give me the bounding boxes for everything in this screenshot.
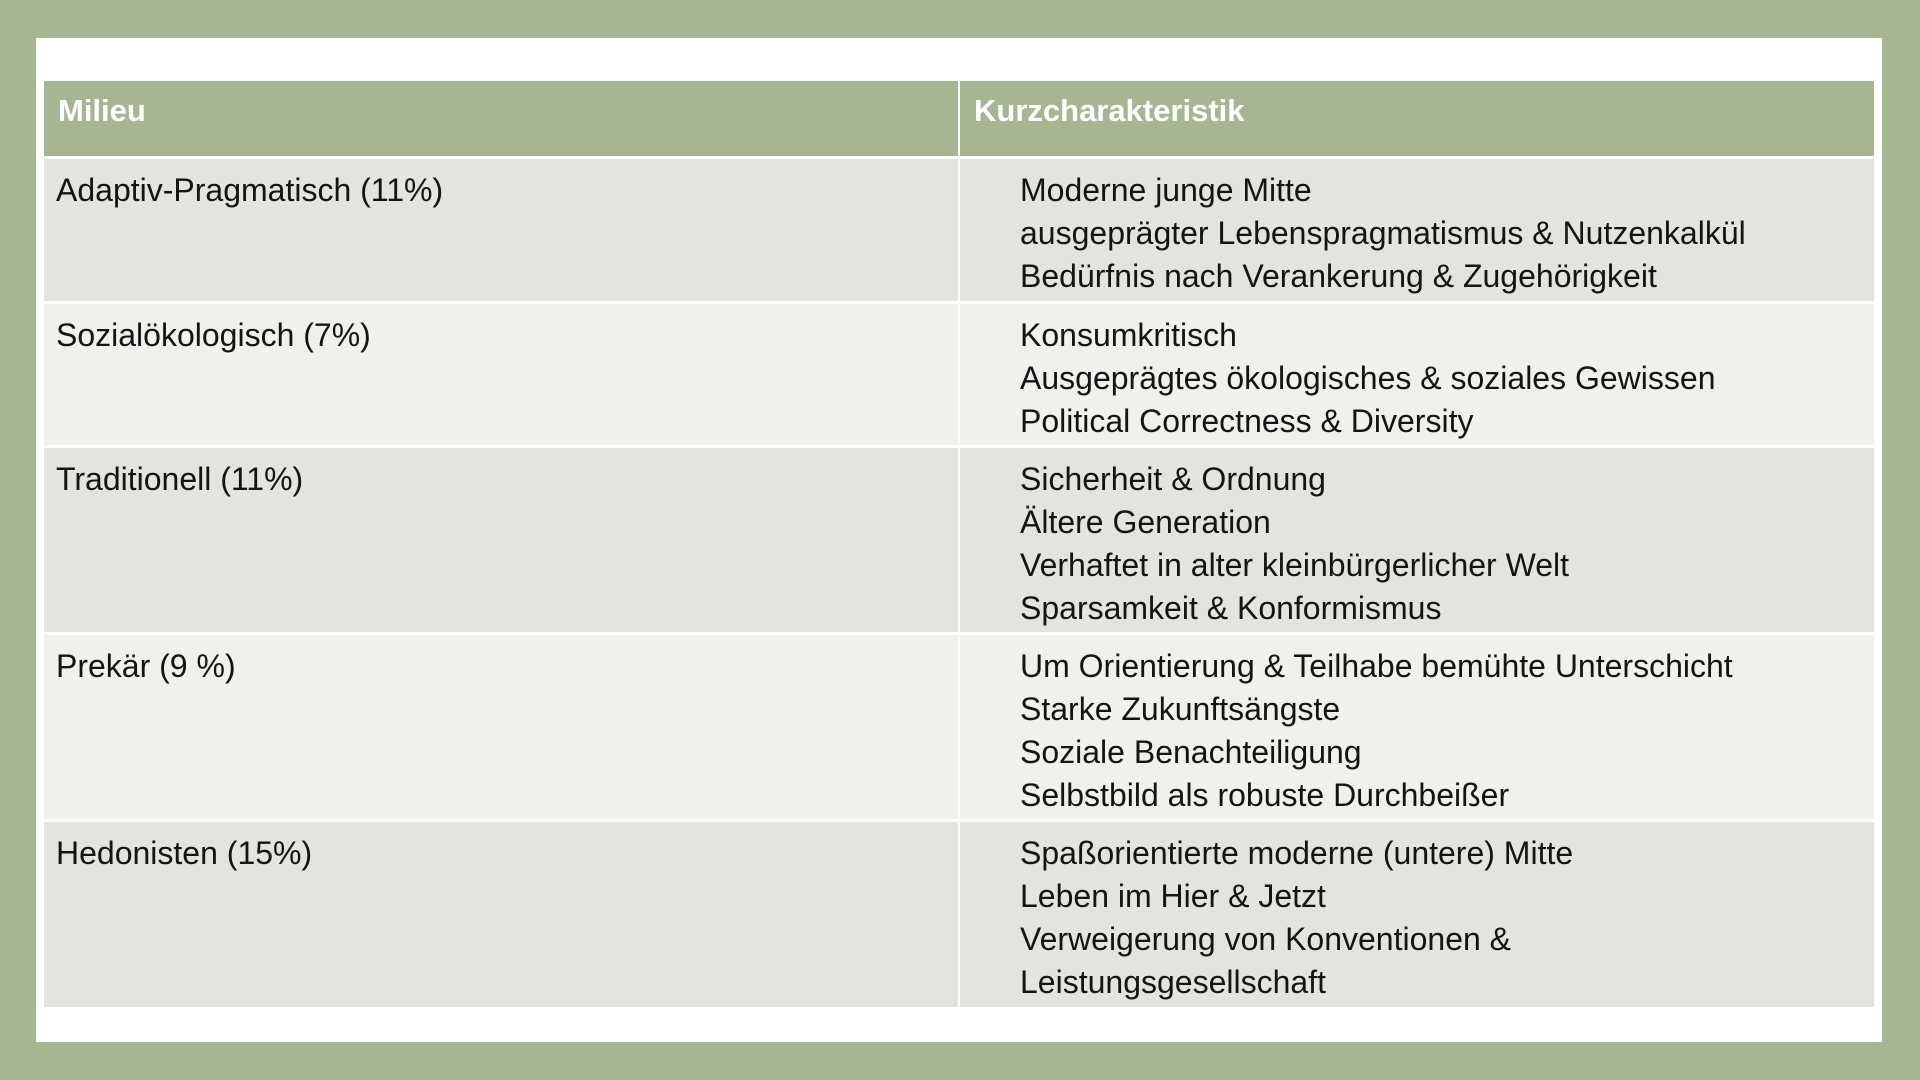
characteristic-line: Bedürfnis nach Verankerung & Zugehörigkeit <box>1020 258 1657 294</box>
characteristic-line: Sicherheit & Ordnung <box>1020 461 1326 497</box>
milieu-name: Traditionell (11%) <box>56 461 304 497</box>
characteristic-line: Verhaftet in alter kleinbürgerlicher Welt <box>1020 547 1570 583</box>
milieu-cell <box>44 304 958 445</box>
characteristic-line: Selbstbild als robuste Durchbeißer <box>1020 777 1510 813</box>
characteristic-line: Sparsamkeit & Konformismus <box>1020 590 1442 626</box>
header-milieu: Milieu <box>44 81 958 156</box>
characteristic-line: Verweigerung von Konventionen & <box>1020 921 1512 957</box>
characteristic-line: Political Correctness & Diversity <box>1020 403 1474 439</box>
milieu-name: Prekär (9 %) <box>56 648 236 684</box>
characteristic-line: Soziale Benachteiligung <box>1020 734 1362 770</box>
milieu-name: Hedonisten (15%) <box>56 835 313 871</box>
characteristic-line: Ausgeprägtes ökologisches & soziales Gewissen <box>1020 360 1716 396</box>
characteristic-line: Konsumkritisch <box>1020 317 1237 353</box>
characteristic-line: Leistungsgesellschaft <box>1020 964 1326 1000</box>
milieu-cell <box>44 635 958 819</box>
characteristics-cell <box>960 304 1874 445</box>
characteristic-line: ausgeprägter Lebenspragmatismus & Nutzenkalkül <box>1020 215 1746 251</box>
characteristic-line: Um Orientierung & Teilhabe bemühte Unterschicht <box>1020 648 1733 684</box>
characteristics-cell <box>960 448 1874 632</box>
characteristic-line: Leben im Hier & Jetzt <box>1020 878 1326 914</box>
milieu-cell <box>44 159 958 301</box>
characteristics-cell <box>960 635 1874 819</box>
slide <box>36 38 1882 1042</box>
milieu-cell <box>44 448 958 632</box>
milieu-name: Adaptiv-Pragmatisch (11%) <box>56 172 444 208</box>
milieu-table <box>44 81 1874 1007</box>
characteristic-line: Moderne junge Mitte <box>1020 172 1312 208</box>
characteristics-cell <box>960 822 1874 1007</box>
header-kurzcharakteristik: Kurzcharakteristik <box>960 81 1874 156</box>
characteristics-cell <box>960 159 1874 301</box>
characteristic-line: Spaßorientierte moderne (untere) Mitte <box>1020 835 1574 871</box>
characteristic-line: Starke Zukunftsängste <box>1020 691 1341 727</box>
milieu-name: Sozialökologisch (7%) <box>56 317 371 353</box>
milieu-cell <box>44 822 958 1007</box>
characteristic-line: Ältere Generation <box>1020 504 1271 540</box>
